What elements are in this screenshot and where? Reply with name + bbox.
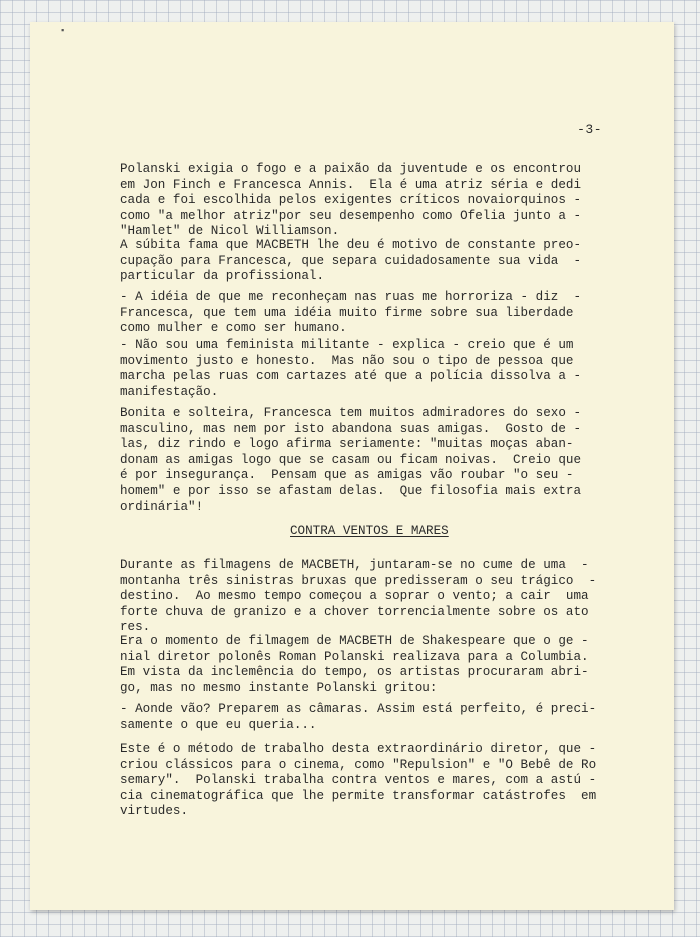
text-line: Em vista da inclemência do tempo, os artistas procuraram abri-: [120, 665, 589, 680]
typed-page: [30, 22, 674, 910]
text-line: nial diretor polonês Roman Polanski realizava para a Columbia.: [120, 649, 589, 664]
text-line: Bonita e solteira, Francesca tem muitos admiradores do sexo -: [120, 406, 582, 420]
text-line: particular da profissional.: [120, 269, 325, 284]
text-line: - Não sou uma feminista militante - explica - creio que é um: [120, 338, 574, 352]
text-line: Este é o método de trabalho desta extraordinário diretor, que -: [120, 742, 597, 756]
paragraph-5: [120, 406, 604, 515]
text-line: semary". Polanski trabalha contra ventos e mares, com a astú -: [120, 773, 597, 788]
text-line: A súbita fama que MACBETH lhe deu é motivo de constante preo-: [120, 238, 582, 252]
text-line: cupação para Francesca, que separa cuidadosamente sua vida -: [120, 253, 582, 268]
paragraph-9: [120, 742, 604, 820]
page-number: -3-: [577, 122, 602, 137]
section-heading: CONTRA VENTOS E MARES: [290, 524, 449, 538]
text-line: como mulher e como ser humano.: [120, 321, 347, 336]
text-line: ordinária"!: [120, 499, 204, 514]
paragraph-2: [120, 238, 604, 285]
text-line: samente o que eu queria...: [120, 717, 317, 732]
paragraph-6: [120, 558, 604, 636]
paragraph-1: [120, 162, 604, 240]
ink-speck: ▪: [60, 26, 66, 36]
text-line: manifestação.: [120, 384, 219, 399]
paragraph-3: [120, 290, 604, 337]
text-line: Polanski exigia o fogo e a paixão da juventude e os encontrou: [120, 162, 582, 176]
text-line: go, mas no mesmo instante Polanski gritou:: [120, 680, 438, 695]
text-line: marcha pelas ruas com cartazes até que a polícia dissolva a -: [120, 369, 582, 384]
text-line: movimento justo e honesto. Mas não sou o tipo de pessoa que: [120, 353, 574, 368]
text-line: "Hamlet" de Nicol Williamson.: [120, 224, 340, 239]
text-line: donam as amigas logo que se casam ou ficam noivas. Creio que: [120, 452, 582, 467]
paragraph-4: [120, 338, 604, 400]
text-line: cada e foi escolhida pelos exigentes críticos novaiorquinos -: [120, 193, 582, 208]
text-line: res.: [120, 620, 151, 635]
text-line: homem" e por isso se afastam delas. Que filosofia mais extra: [120, 483, 582, 498]
text-line: montanha três sinistras bruxas que predisseram o seu trágico -: [120, 573, 597, 588]
paragraph-8: [120, 702, 604, 733]
text-line: - A idéia de que me reconheçam nas ruas me horroriza - diz -: [120, 290, 582, 304]
text-line: em Jon Finch e Francesca Annis. Ela é uma atriz séria e dedi: [120, 177, 582, 192]
text-line: las, diz rindo e logo afirma seriamente: "muitas moças aban-: [120, 437, 574, 452]
text-line: é por insegurança. Pensam que as amigas vão roubar "o seu -: [120, 468, 574, 483]
text-line: Durante as filmagens de MACBETH, juntaram-se no cume de uma -: [120, 558, 589, 572]
text-line: virtudes.: [120, 804, 189, 819]
text-line: como "a melhor atriz"por seu desempenho como Ofelia junto a -: [120, 208, 582, 223]
text-line: criou clássicos para o cinema, como "Repulsion" e "O Bebê de Ro: [120, 757, 597, 772]
text-line: forte chuva de granizo e a chover torrencialmente sobre os ato: [120, 604, 589, 619]
text-line: Francesca, que tem uma idéia muito firme sobre sua liberdade: [120, 305, 574, 320]
text-line: - Aonde vão? Preparem as câmaras. Assim está perfeito, é preci-: [120, 702, 597, 716]
paragraph-7: [120, 634, 604, 696]
text-line: masculino, mas nem por isto abandona suas amigas. Gosto de -: [120, 421, 582, 436]
text-line: cia cinematográfica que lhe permite transformar catástrofes em: [120, 788, 597, 803]
text-line: destino. Ao mesmo tempo começou a soprar o vento; a cair uma: [120, 589, 589, 604]
text-line: Era o momento de filmagem de MACBETH de Shakespeare que o ge -: [120, 634, 589, 648]
